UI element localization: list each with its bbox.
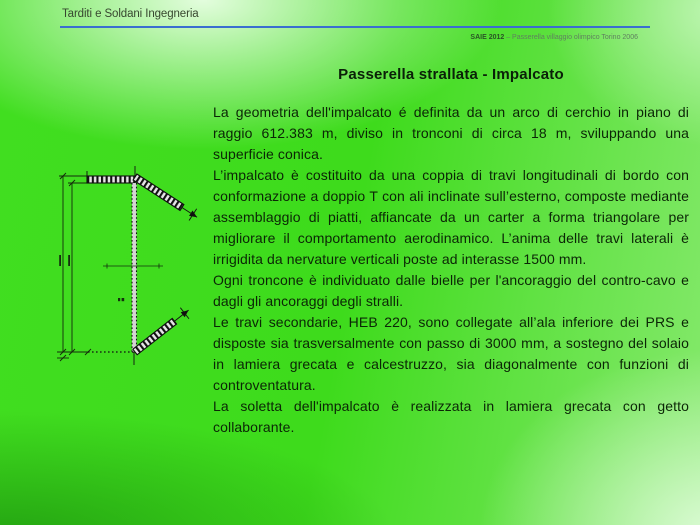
bottom-flange bbox=[88, 352, 135, 365]
header-company: Tarditi e Soldani Ingegneria bbox=[62, 8, 199, 20]
girder-cross-section-drawing bbox=[55, 158, 205, 370]
girder-section-diagram bbox=[55, 158, 205, 370]
header-divider bbox=[60, 26, 650, 28]
top-flange bbox=[87, 171, 135, 183]
slide-body-text bbox=[213, 102, 689, 438]
body-paragraph: La soletta dell'impalcato è realizzata in lamiera grecata con getto collaborante. bbox=[213, 398, 689, 435]
header-project-caption bbox=[470, 33, 638, 42]
body-paragraph: Ogni troncone è individuato dalle bielle per l'ancoraggio del contro-cavo e dagli gli ancoraggi degli stralli. bbox=[213, 272, 689, 309]
web bbox=[132, 183, 137, 352]
header-project-event: SAIE 2012 bbox=[470, 34, 505, 41]
body-paragraph: L’impalcato è costituito da una coppia di travi longitudinali di bordo con conformazione a doppio T con ali inclinate sull’esterno, composte mediante assemblaggio di piatti, affiancate da un carter a forma triangolare per migliorare il comportamento aerodinamico. L’anima delle travi laterali è irrigidita da nervature verticali poste ad interasse 1500 mm. bbox=[213, 167, 689, 267]
top-inclined-flange bbox=[131, 171, 201, 223]
body-paragraph: Le travi secondarie, HEB 220, sono collegate all’ala inferiore dei PRS e disposte sia trasversalmente con passo di 3000 mm, a sostegno del solaio in lamiera grecata e calcestruzzo, sia diagonalmente con funzioni di controventatura. bbox=[213, 314, 689, 393]
slide-title: Passerella strallata - Impalcato bbox=[338, 66, 564, 83]
bottom-stay-arrow bbox=[181, 308, 191, 318]
header-project-description: – Passerella villaggio olimpico Torino 2006 bbox=[504, 34, 638, 41]
bottom-inclined-member bbox=[131, 305, 193, 358]
dimension-label-marks bbox=[59, 255, 124, 301]
body-paragraph: La geometria dell'impalcato é definita da un arco di cerchio in piano di raggio 612.383 m, diviso in tronconi di circa 18 m, sviluppando una superficie conica. bbox=[213, 104, 689, 162]
dimension-lines bbox=[57, 173, 91, 361]
